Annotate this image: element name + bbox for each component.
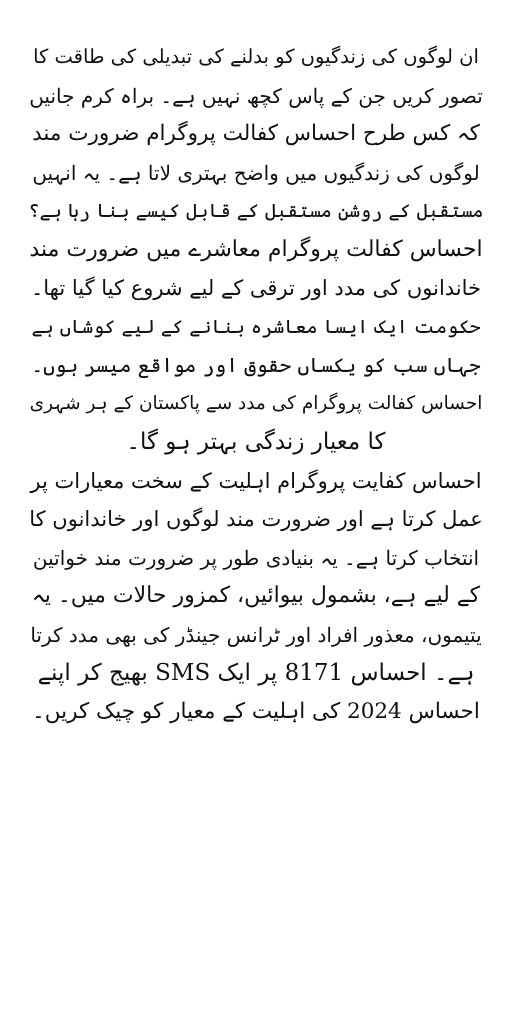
text-line: عمل کرتا ہے اور ضرورت مند لوگوں اور خاندانوں کا	[29, 507, 483, 531]
text-line: خاندانوں کی مدد اور ترقی کے لیے شروع کیا گیا تھا۔	[30, 276, 482, 300]
text-line: جہاں سب کو یکساں حقوق اور مواقع میسر ہوں۔	[31, 353, 481, 377]
text-line: احساس کفایت پروگرام اہلیت کے سخت معیارات پر	[30, 468, 482, 493]
text-line: احساس 2024 کی اہلیت کے معیار کو چیک کریں۔	[32, 698, 480, 724]
text-line: ان لوگوں کی زندگیوں کو بدلنے کی تبدیلی کی طاقت کا	[33, 45, 479, 68]
text-line: انتخاب کرتا ہے۔ یہ بنیادی طور پر ضرورت مند خواتین	[32, 545, 480, 570]
text-line: ہے۔ احساس 8171 پر ایک SMS بھیج کر اپنے	[37, 660, 475, 686]
text-line: تصور کریں جن کے پاس کچھ نہیں ہے۔ براہ کرم جانیں	[29, 83, 483, 108]
text-line: کا معیار زندگی بہتر ہو گا۔	[126, 429, 386, 455]
text-line: یتیموں، معذور افراد اور ٹرانس جینڈر کی بھی مدد کرتا	[30, 622, 482, 647]
text-line: احساس کفالت پروگرام معاشرے میں ضرورت مند	[29, 236, 483, 262]
text-line: لوگوں کی زندگیوں میں واضح بہتری لاتا ہے۔ یہ انہیں	[32, 160, 480, 185]
article-text	[28, 38, 484, 731]
text-line: کے لیے ہے، بشمول بیوائیں، کمزور حالات میں۔ یہ	[31, 583, 481, 608]
text-line: مستقبل کے روشن مستقبل کے قابل کیسے بنا رہا ہے؟	[28, 200, 484, 222]
text-line: احساس کفالت پروگرام کی مدد سے پاکستان کے ہر شہری	[29, 392, 483, 414]
text-line: حکومت ایک ایسا معاشرہ بنانے کے لیے کوشاں ہے	[31, 315, 481, 338]
text-line: کہ کس طرح احساس کفالت پروگرام ضرورت مند	[32, 121, 480, 146]
